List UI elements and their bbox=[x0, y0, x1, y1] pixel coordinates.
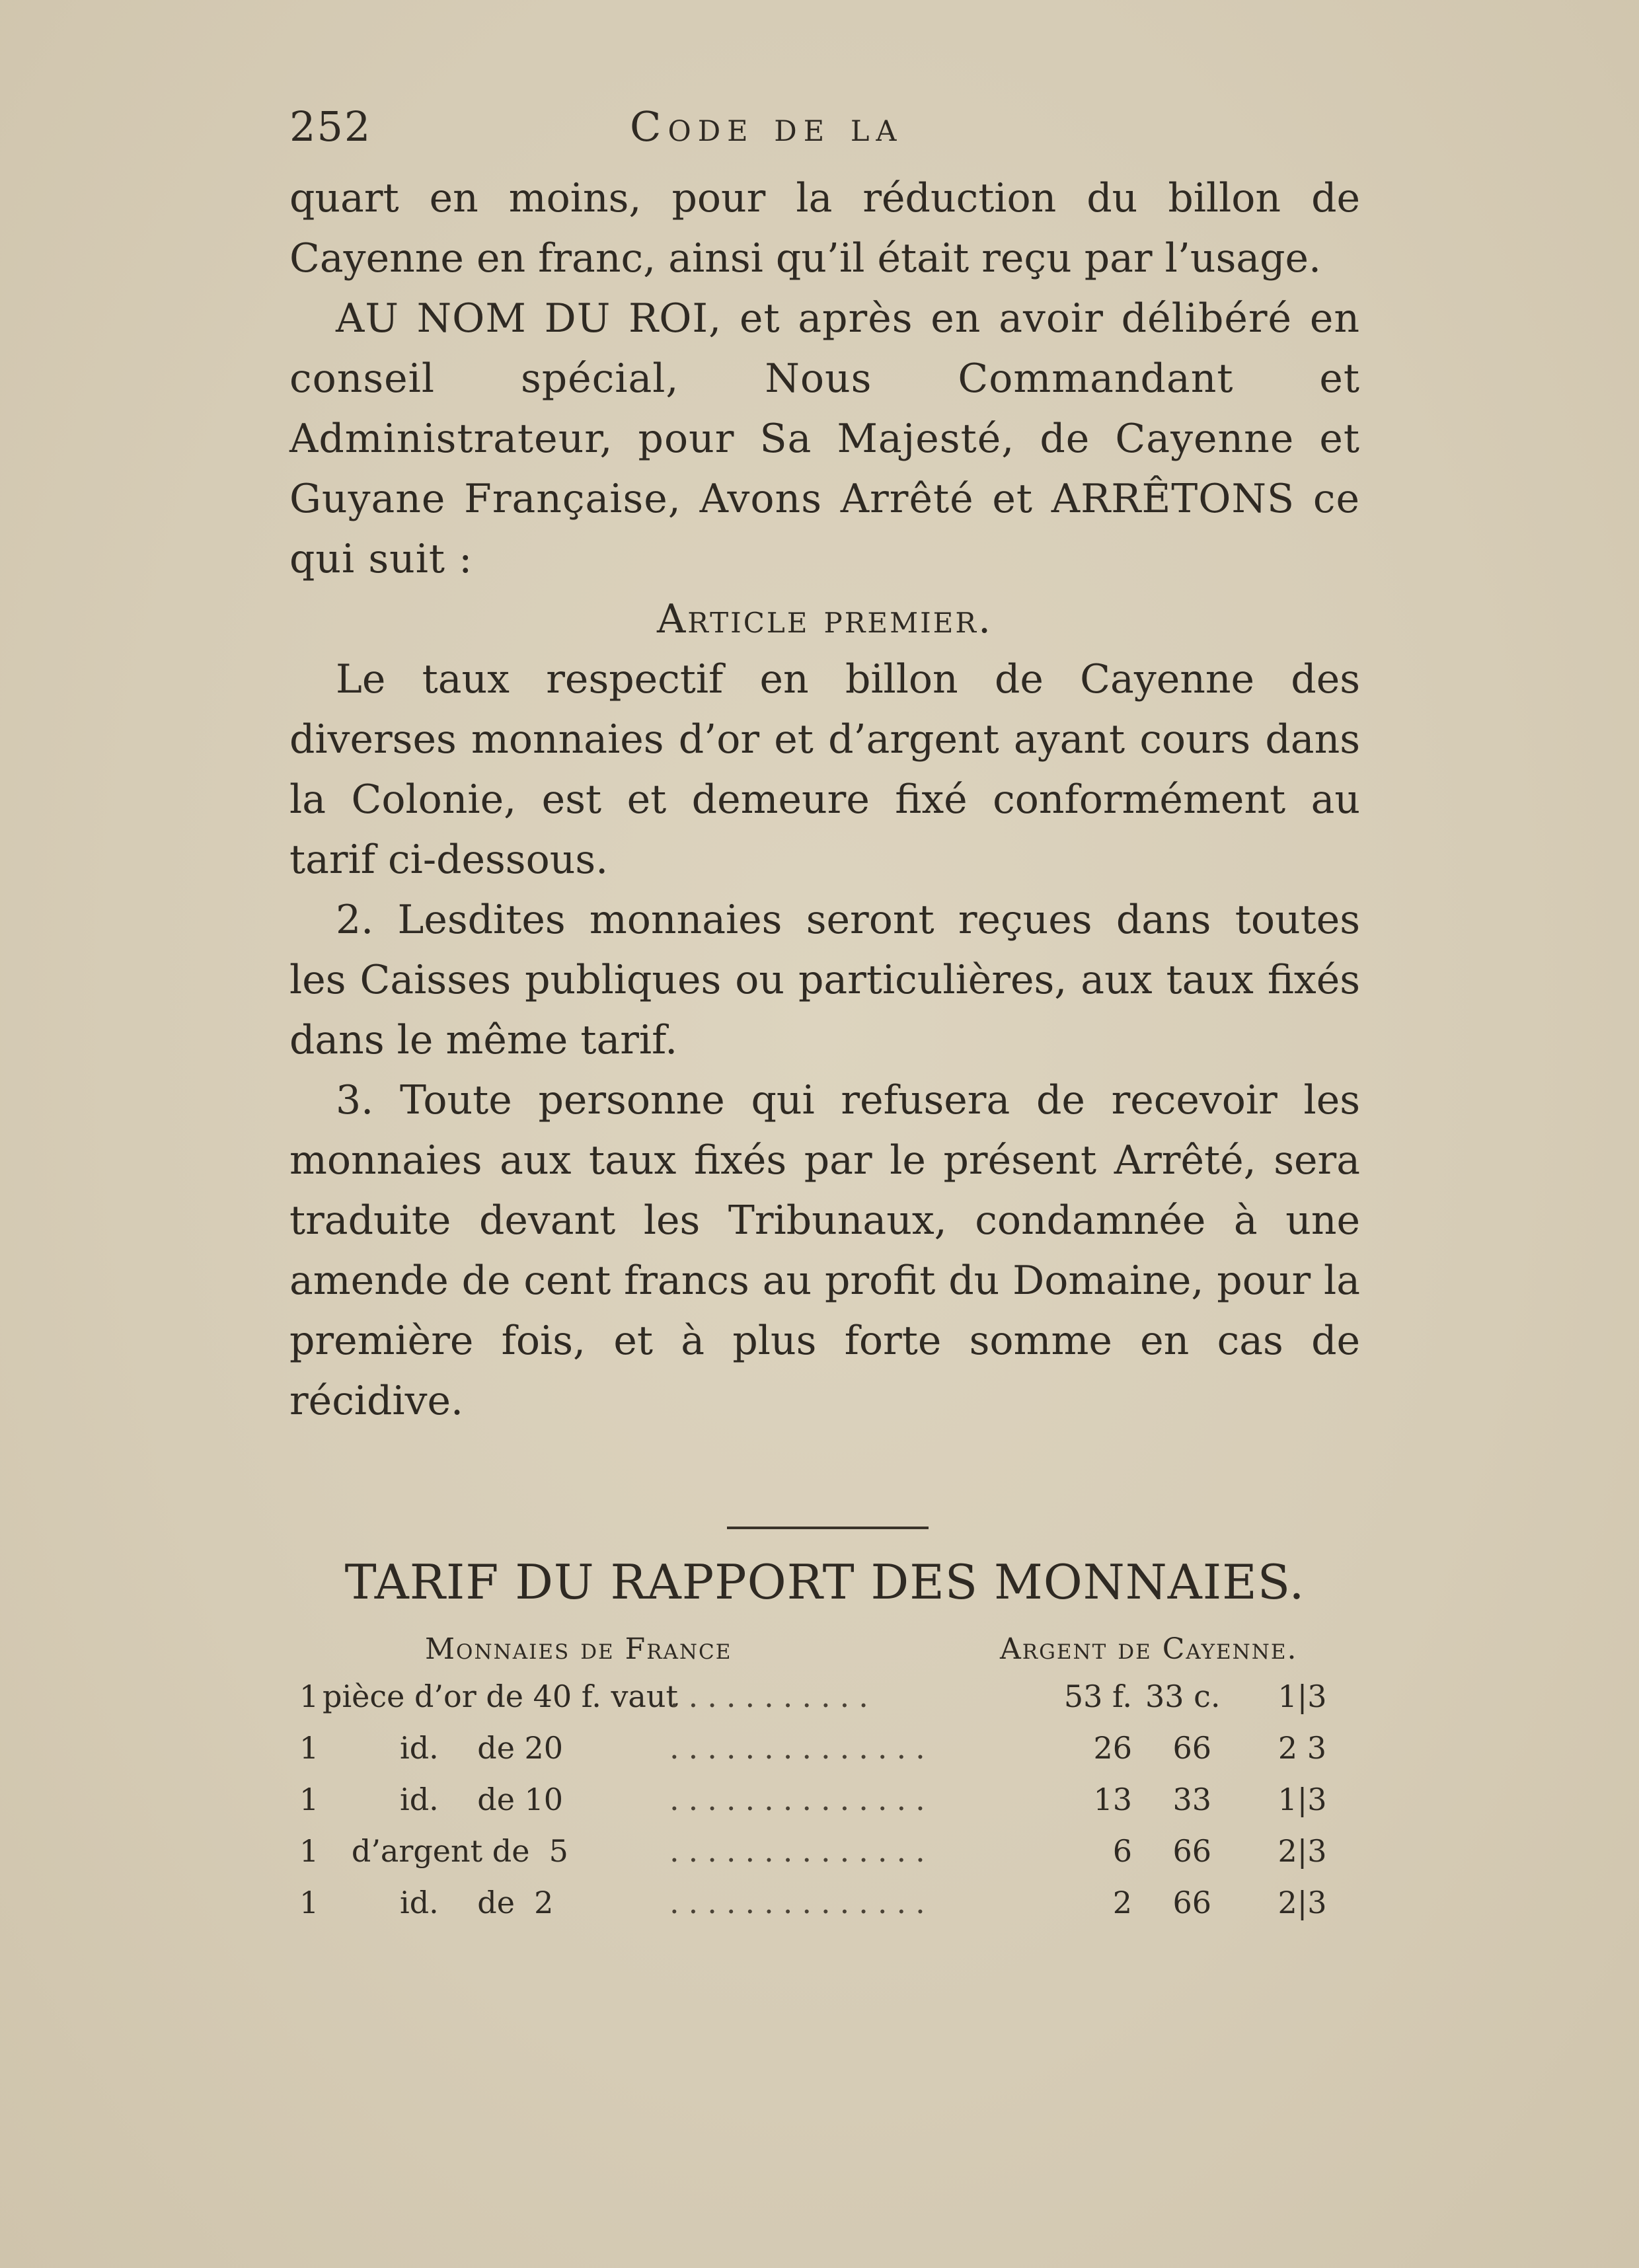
paragraph-article-3: 3. Toute personne qui refusera de recevoir les monnaies aux taux fixés par le présent Arrêté, sera traduite devant les Tribunaux, condamnée à une amende de cent francs au profit du Domaine, pour la première fois, et à plus forte somme en cas de récidive. bbox=[289, 1077, 1360, 1424]
paragraph-continuation: quart en moins, pour la réduction du billon de Cayenne en franc, ainsi qu’il était reçu par l’usage. bbox=[289, 175, 1360, 282]
row-description: id. de 10 bbox=[323, 1782, 564, 1817]
tarif-title: TARIF DU RAPPORT DES MONNAIES. bbox=[344, 1554, 1305, 1610]
section-divider bbox=[727, 1527, 929, 1529]
row-description: pièce d’or de 40 f. vaut bbox=[323, 1679, 678, 1714]
column-header-france: Monnaies de France bbox=[425, 1632, 732, 1666]
table-row bbox=[289, 1833, 1360, 1885]
tarif-column-headers bbox=[289, 1632, 1360, 1672]
row-centimes: 66 bbox=[1172, 1885, 1211, 1920]
column-header-cayenne: Argent de Cayenne. bbox=[1000, 1632, 1298, 1666]
row-description: id. de 2 bbox=[323, 1885, 554, 1920]
row-fraction: 1|3 bbox=[1277, 1782, 1327, 1817]
paragraph-decree: AU NOM DU ROI, et après en avoir délibéré en conseil spécial, Nous Commandant et Administrateur, pour Sa Majesté, de Cayenne et Guyane Française, Avons Arrêté et ARRÊTONS ce qui suit : bbox=[289, 295, 1360, 582]
row-leader-dots: .............. bbox=[669, 1730, 934, 1766]
row-quantity: 1 bbox=[299, 1833, 319, 1869]
row-francs: 26 bbox=[1093, 1730, 1132, 1766]
row-quantity: 1 bbox=[299, 1730, 319, 1766]
row-centimes: 66 bbox=[1172, 1833, 1211, 1869]
row-centimes: 33 bbox=[1172, 1782, 1211, 1817]
row-fraction: 2|3 bbox=[1277, 1833, 1327, 1869]
row-centimes: 66 bbox=[1172, 1730, 1211, 1766]
table-row bbox=[289, 1679, 1360, 1730]
paragraph-article-2: 2. Lesdites monnaies seront reçues dans toutes les Caisses publiques ou particulières, aux taux fixés dans le même tarif. bbox=[289, 897, 1360, 1063]
row-fraction: 1|3 bbox=[1277, 1679, 1327, 1714]
row-leader-dots: .............. bbox=[669, 1833, 934, 1869]
row-fraction: 2|3 bbox=[1277, 1885, 1327, 1920]
row-francs: 53 f. bbox=[1063, 1679, 1132, 1714]
table-row bbox=[289, 1730, 1360, 1782]
row-quantity: 1 bbox=[299, 1782, 319, 1817]
row-description: d’argent de 5 bbox=[323, 1833, 568, 1869]
row-fraction: 2 3 bbox=[1277, 1730, 1327, 1766]
row-centimes: 33 c. bbox=[1145, 1679, 1221, 1714]
article-heading: Article premier. bbox=[656, 596, 993, 642]
table-row bbox=[289, 1782, 1360, 1833]
row-leader-dots: .............. bbox=[669, 1885, 934, 1920]
row-quantity: 1 bbox=[299, 1885, 319, 1920]
table-row bbox=[289, 1885, 1360, 1936]
paragraph-article-1: Le taux respectif en billon de Cayenne des diverses monnaies d’or et d’argent ayant cours dans la Colonie, est et demeure fixé conformément au tarif ci-dessous. bbox=[289, 656, 1360, 883]
row-quantity: 1 bbox=[299, 1679, 319, 1714]
row-leader-dots: ........... bbox=[669, 1679, 878, 1714]
row-francs: 13 bbox=[1093, 1782, 1132, 1817]
tarif-table bbox=[289, 1679, 1360, 1936]
row-francs: 2 bbox=[1112, 1885, 1132, 1920]
running-head: Code de la bbox=[630, 102, 903, 151]
body-text bbox=[289, 169, 1360, 1431]
row-description: id. de 20 bbox=[323, 1730, 564, 1766]
page-number: 252 bbox=[289, 102, 372, 151]
row-francs: 6 bbox=[1112, 1833, 1132, 1869]
row-leader-dots: .............. bbox=[669, 1782, 934, 1817]
page-header bbox=[289, 102, 1360, 162]
